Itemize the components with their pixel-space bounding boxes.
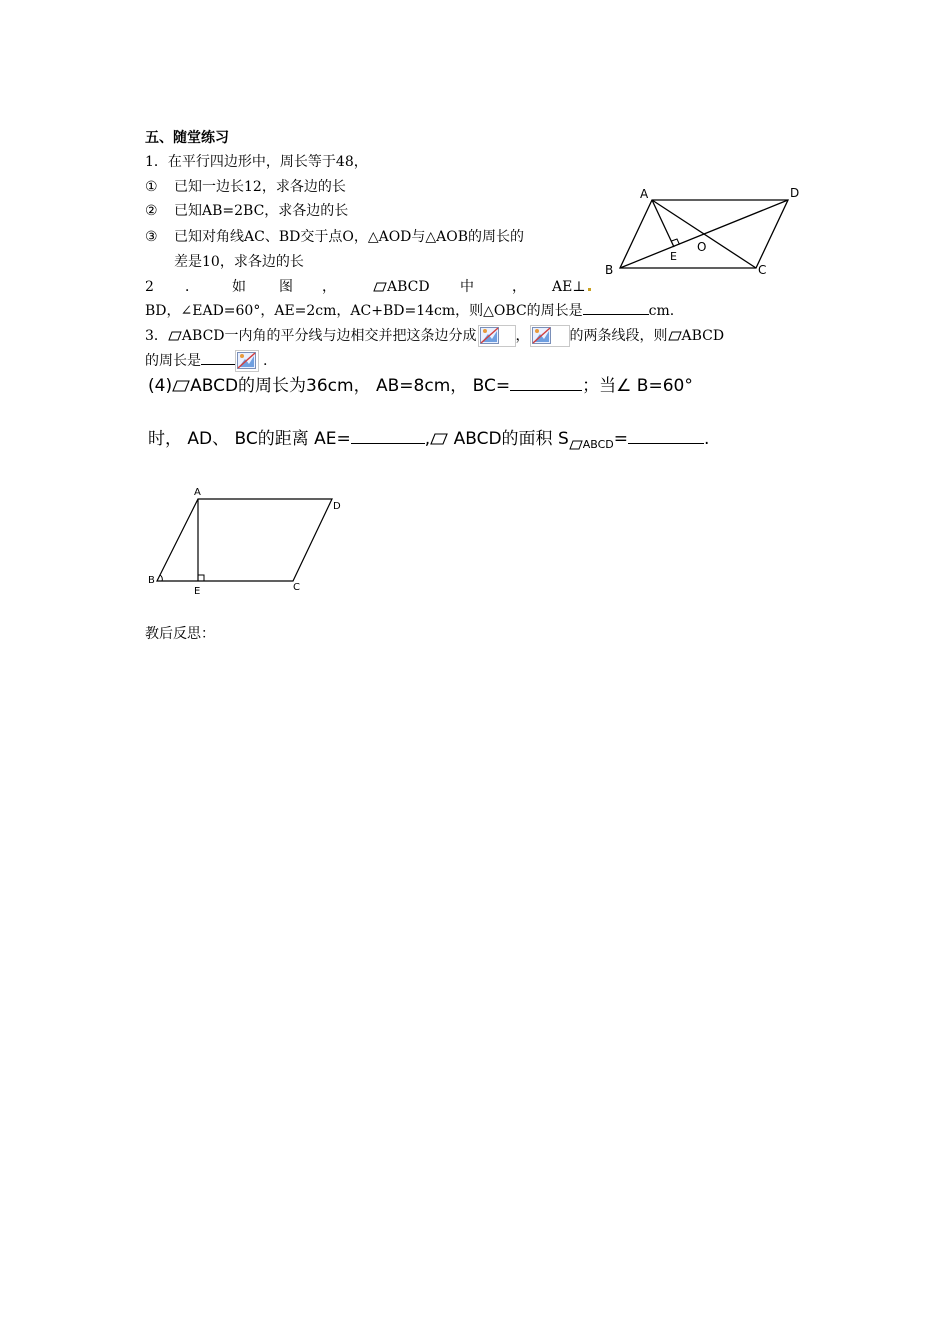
q3-num: 3． [145, 328, 168, 344]
q4-text-1: ABCD的周长为36cm， AB=8cm， BC= [190, 376, 511, 396]
q4-line-2 [148, 429, 709, 451]
reflection-label: 教后反思： [145, 626, 215, 642]
parallelogram-symbol-icon [569, 440, 583, 450]
q4-subscript: ABCD [582, 438, 614, 451]
q2-answer-blank[interactable] [583, 302, 649, 315]
fig1-diagonal-bd [620, 200, 788, 268]
q4-eq: = [613, 429, 629, 449]
broken-image-icon [478, 325, 516, 347]
fig1-label-c: C [758, 263, 767, 277]
fig2-label-b: B [148, 575, 155, 586]
q2-comma: ， [322, 279, 336, 295]
section-title: 五、随堂练习 [145, 130, 229, 146]
q3-line-2 [145, 350, 267, 372]
q2-comma-2: ， [512, 279, 526, 295]
q1-item-1 [145, 178, 346, 196]
q1-item-2-marker: ② [145, 203, 158, 219]
fig1-label-b: B [605, 263, 614, 277]
parallelogram-symbol-icon [430, 433, 448, 445]
q3-text-1: ABCD一内角的平分线与边相交并把这条边分成 [181, 328, 477, 344]
fig2-right-angle [198, 575, 204, 581]
figure-parallelogram-height [145, 482, 350, 597]
broken-image-icon [530, 325, 570, 347]
q2-zhong: 中 [460, 279, 474, 295]
fig1-label-a: A [640, 187, 649, 201]
q4-line-2a: 时， AD、 BC的距离 AE= [148, 429, 351, 449]
q3-sep: ， [515, 328, 530, 344]
q1-item-2 [145, 202, 348, 220]
q3-abcd: ABCD [681, 328, 725, 344]
q3-answer-blank[interactable] [201, 352, 235, 365]
q1-item-3-marker: ③ [145, 229, 158, 245]
q3-line-1 [145, 325, 724, 347]
q2-dot: ． [185, 279, 199, 295]
broken-image-icon [235, 350, 259, 372]
q2-ru: 如 [232, 279, 246, 295]
fig1-label-e: E [670, 250, 677, 263]
q2-line-2-text: BD，∠EAD=60°，AE=2cm，AC+BD=14cm，则△OBC的周长是 [145, 303, 583, 319]
q3-end: . [263, 353, 268, 369]
fig2-angle-b-arc [160, 575, 162, 581]
q1-stem: 1．在平行四边形中，周长等于48， [145, 154, 368, 170]
q1-item-3-cont: 差是10，求各边的长 [174, 254, 304, 270]
q4-ae-blank[interactable] [351, 429, 425, 444]
q4-area-blank[interactable] [628, 429, 704, 444]
q1-item-3-text: 已知对角线AC、BD交于点O，△AOD与△AOB的周长的 [174, 229, 525, 245]
parallelogram-symbol-icon [668, 331, 682, 341]
q1-item-1-text: 已知一边长12，求各边的长 [174, 179, 346, 195]
marker-dot-icon [588, 288, 591, 291]
q2-number: 2 [145, 279, 154, 295]
fig1-label-o: O [697, 240, 707, 254]
fig1-label-d: D [790, 186, 800, 200]
fig2-label-a: A [194, 487, 201, 498]
q4-prefix: (4) [148, 376, 173, 396]
q4-bc-blank[interactable] [510, 376, 582, 391]
q4-text-2: ；当∠ B=60° [582, 376, 693, 396]
q2-ae-perp [552, 278, 591, 296]
fig2-label-e: E [194, 586, 201, 597]
q4-end: . [704, 429, 710, 449]
fig2-label-c: C [293, 582, 300, 593]
q3-text-2: 的两条线段，则 [569, 328, 668, 344]
q2-parallelogram-abcd [373, 278, 430, 296]
q2-abcd-text: ABCD [387, 279, 430, 295]
q1-item-3 [145, 228, 524, 246]
q4-line-2b: , [424, 429, 431, 449]
fig2-parallelogram [157, 499, 332, 581]
q2-tu: 图 [279, 279, 293, 295]
figure-parallelogram-diagonals [600, 180, 810, 280]
q4-line-1 [148, 376, 693, 396]
parallelogram-symbol-icon [168, 331, 182, 341]
parallelogram-symbol-icon [172, 380, 190, 392]
parallelogram-symbol-icon [373, 282, 387, 292]
q2-ae-perp-text: AE⊥ [552, 279, 586, 295]
q1-item-2-text: 已知AB=2BC，求各边的长 [174, 203, 349, 219]
q4-line-2c: ABCD的面积 S [448, 429, 569, 449]
q2-line-2 [145, 302, 674, 320]
fig2-label-d: D [333, 501, 341, 512]
q1-item-1-marker: ① [145, 179, 158, 195]
q2-unit: cm. [648, 303, 675, 319]
q3-line-2-text: 的周长是 [145, 353, 201, 369]
